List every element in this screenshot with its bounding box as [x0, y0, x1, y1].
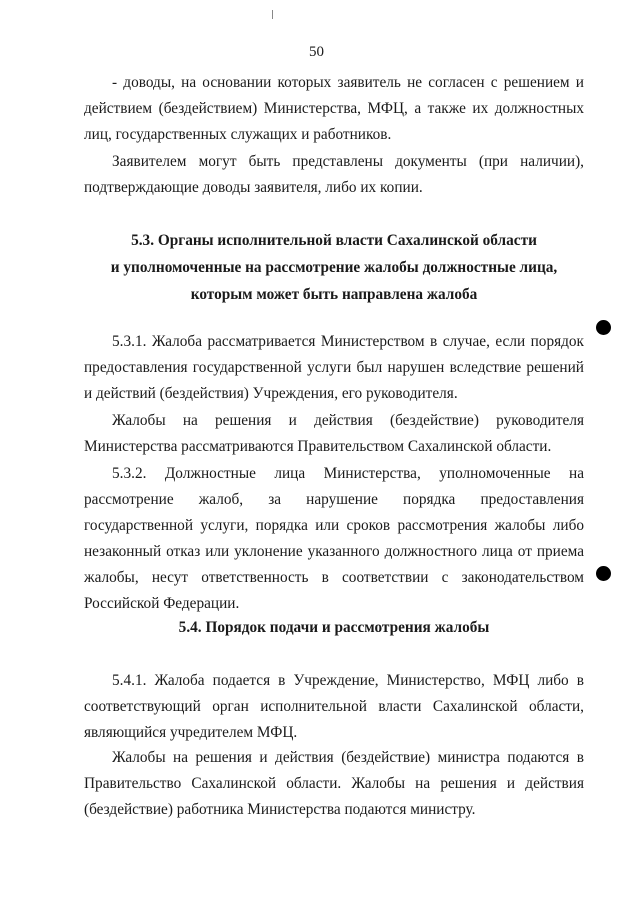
binder-hole-mark-top	[596, 320, 611, 335]
section-heading-5-4: 5.4. Порядок подачи и рассмотрения жалобы	[178, 619, 490, 636]
section-heading-5-3-line-1: 5.3. Органы исполнительной власти Сахалинской области	[131, 232, 537, 249]
paragraph-complaints-head: Жалобы на решения и действия (бездействие) руководителя Министерства рассматриваются Правительством Сахалинской области.	[84, 412, 584, 455]
scan-artifact	[272, 10, 273, 19]
page-number: 50	[309, 44, 324, 60]
section-heading-5-3-line-2: и уполномоченные на рассмотрение жалобы должностные лица,	[110, 259, 558, 276]
paragraph-5-3-2: 5.3.2. Должностные лица Министерства, уполномоченные на рассмотрение жалоб, за нарушение порядка предоставления государственной услуги, порядка или сроков рассмотрения жалобы либо незаконный отказ или уклонение указанного должностного лица от приема жалобы, несут ответственность в соответствии с законодательством Российской Федерации.	[84, 465, 584, 612]
paragraph-documents: Заявителем могут быть представлены документы (при наличии), подтверждающие доводы заявителя, либо их копии.	[84, 153, 584, 196]
paragraph-arguments: - доводы, на основании которых заявитель не согласен с решением и действием (бездействием) Министерства, МФЦ, а также их должностных лиц, государственных служащих и работников.	[84, 74, 584, 143]
paragraph-5-4-1: 5.4.1. Жалоба подается в Учреждение, Министерство, МФЦ либо в соответствующий орган исполнительной власти Сахалинской области, являющийся учредителем МФЦ.	[84, 672, 584, 741]
binder-hole-mark-bottom	[596, 566, 611, 581]
paragraph-minister-complaints: Жалобы на решения и действия (бездействие) министра подаются в Правительство Сахалинской области. Жалобы на решения и действия (бездействие) работника Министерства подаются министру.	[84, 749, 584, 818]
paragraph-5-3-1: 5.3.1. Жалоба рассматривается Министерством в случае, если порядок предоставления государственной услуги был нарушен вследствие решений и действий (бездействия) Учреждения, его руководителя.	[84, 333, 584, 402]
section-heading-5-3	[84, 227, 584, 308]
section-heading-5-3-line-3: которым может быть направлена жалоба	[190, 286, 478, 303]
